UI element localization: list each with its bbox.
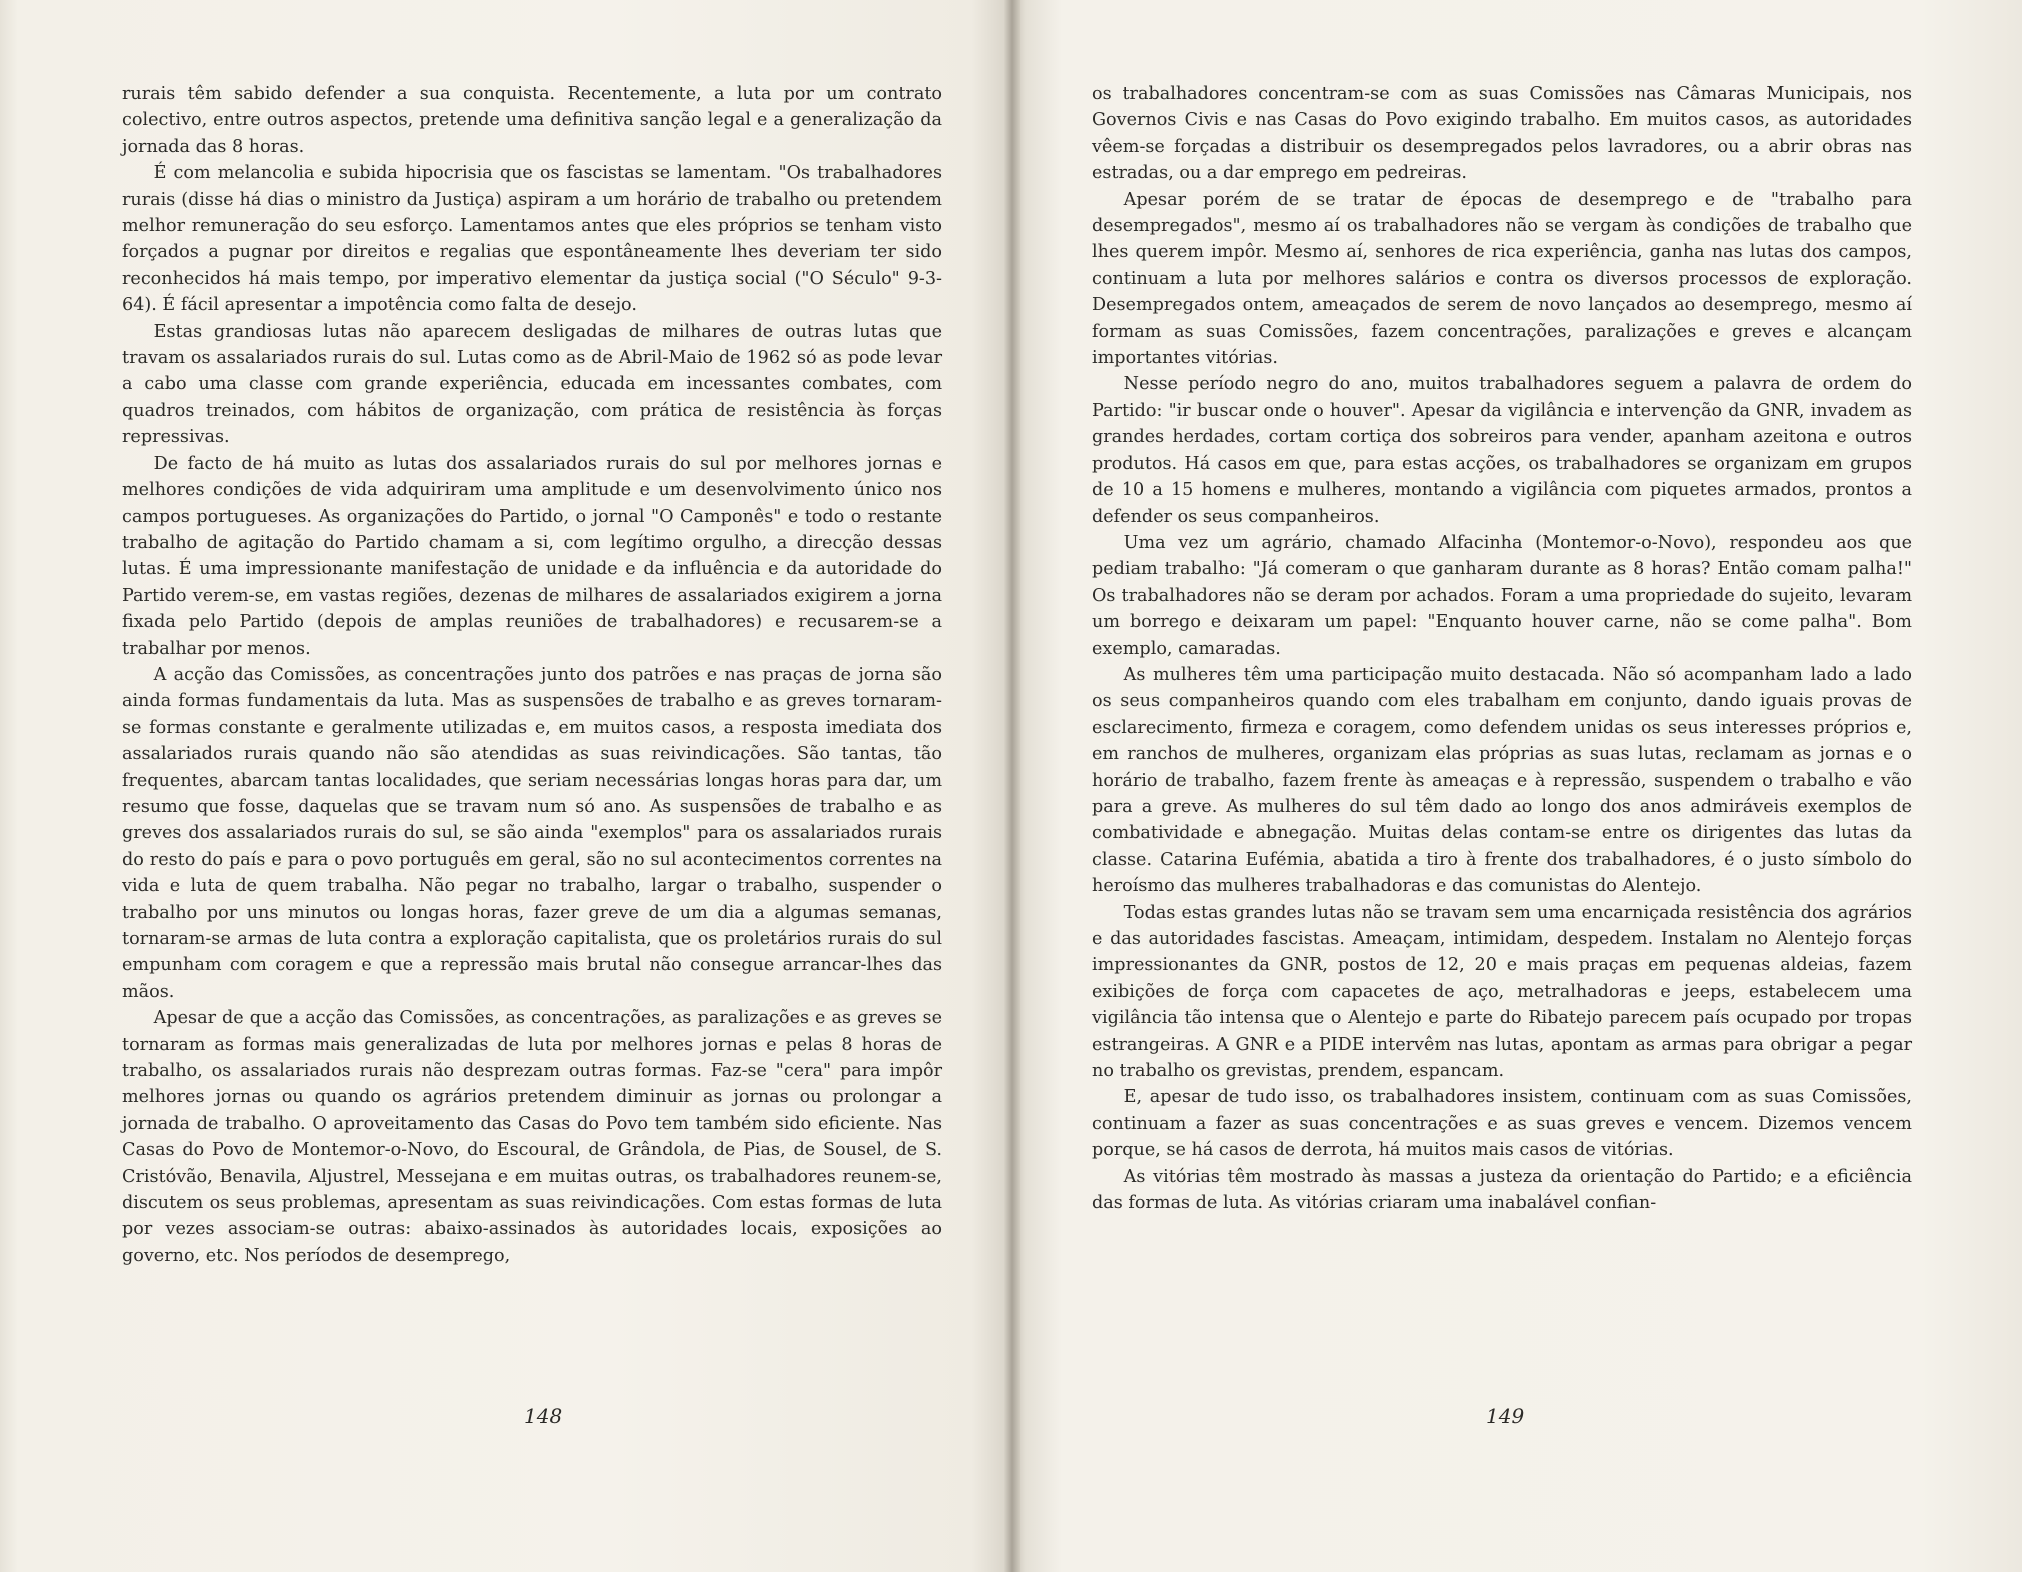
- book-gutter: [1004, 0, 1020, 1572]
- paragraph: A acção das Comissões, as concentrações junto dos patrões e nas praças de jorna são ainda formas fundamentais da luta. Mas as suspensões de trabalho e as greves tornaram-se formas constante e geralmente utilizadas e, em muitos casos, a resposta imediata dos assalariados rurais quando não são atendidas as suas reivindicações. São tantas, tão frequentes, abarcam tantas localidades, que seriam necessárias longas horas para dar, um resumo que fosse, daquelas que se travam num só ano. As suspensões de trabalho e as greves dos assalariados rurais do sul, se são ainda "exemplos" para os assalariados rurais do resto do país e para o povo português em geral, são no sul acontecimentos correntes na vida e luta de quem trabalha. Não pegar no trabalho, largar o trabalho, suspender o trabalho por uns minutos ou longas horas, fazer greve de um dia a algumas semanas, tornaram-se armas de luta contra a exploração capitalista, que os proletários rurais do sul empunham com coragem e que a repressão mais brutal não consegue arrancar-lhes das mãos.: [122, 664, 942, 1002]
- paragraph: De facto de há muito as lutas dos assalariados rurais do sul por melhores jornas e melhores condições de vida adquiriram uma amplitude e um desenvolvimento único nos campos portugueses. As organizações do Partido, o jornal "O Camponês" e todo o restante trabalho de agitação do Partido chamam a si, com legítimo orgulho, a direcção dessas lutas. É uma impressionante manifestação de unidade e da influência e da autoridade do Partido verem-se, em vastas regiões, dezenas de milhares de assalariados exigirem a jorna fixada pelo Partido (depois de amplas reuniões de trabalhadores) e recusarem-se a trabalhar por menos.: [122, 453, 942, 659]
- paragraph: Apesar de que a acção das Comissões, as concentrações, as paralizações e as greves se tornaram as formas mais generalizadas de luta por melhores jornas e pelas 8 horas de trabalho, os assalariados rurais não desprezam outras formas. Faz-se "cera" para impôr melhores jornas ou quando os agrários pretendem diminuir as jornas ou prolongar a jornada de trabalho. O aproveitamento das Casas do Povo tem também sido eficiente. Nas Casas do Povo de Montemor-o-Novo, do Escoural, de Grândola, de Pias, de Sousel, de S. Cristóvão, Benavila, Aljustrel, Messejana e em muitas outras, os trabalhadores reunem-se, discutem os seus problemas, apresentam as suas reivindicações. Com estas formas de luta por vezes associam-se outras: abaixo-assinados às autoridades locais, exposições ao governo, etc. Nos períodos de desemprego,: [122, 1008, 942, 1266]
- paragraph: Apesar porém de se tratar de épocas de desemprego e de "trabalho para desempregados", mesmo aí os trabalhadores não se vergam às condições de trabalho que lhes querem impôr. Mesmo aí, senhores de rica experiência, ganha nas lutas dos campos, continuam a luta por melhores salários e contra os diversos processos de exploração. Desempregados ontem, ameaçados de serem de novo lançados ao desemprego, mesmo aí formam as suas Comissões, fazem concentrações, paralizações e greves e alcançam importantes vitórias.: [1092, 189, 1912, 369]
- paragraph: rurais têm sabido defender a sua conquista. Recentemente, a luta por um contrato colectivo, entre outros aspectos, pretende uma definitiva sanção legal e a generalização da jornada das 8 horas.: [122, 84, 942, 157]
- page-number: 149: [1486, 1404, 1525, 1428]
- paragraph: os trabalhadores concentram-se com as suas Comissões nas Câmaras Municipais, nos Governos Civis e nas Casas do Povo exigindo trabalho. Em muitos casos, as autoridades vêem-se forçadas a distribuir os desempregados pelos lavradores, ou a abrir obras nas estradas, ou a dar emprego em pedreiras.: [1092, 84, 1912, 184]
- paragraph: Nesse período negro do ano, muitos trabalhadores seguem a palavra de ordem do Partido: "ir buscar onde o houver". Apesar da vigilância e intervenção da GNR, invadem as grandes herdades, cortam cortiça dos sobreiros para vender, apanham azeitona e outros produtos. Há casos em que, para estas acções, os trabalhadores se organizam em grupos de 10 a 15 homens e mulheres, montando a vigilância com piquetes armados, prontos a defender os seus companheiros.: [1092, 374, 1912, 527]
- paragraph: É com melancolia e subida hipocrisia que os fascistas se lamentam. "Os trabalhadores rurais (disse há dias o ministro da Justiça) aspiram a um horário de trabalho ou pretendem melhor remuneração do seu esforço. Lamentamos antes que eles próprios se tenham visto forçados a pugnar por direitos e regalias que espontâneamente lhes deveriam ter sido reconhecidos há mais tempo, por imperativo elementar da justiça social ("O Século" 9-3-64). É fácil apresentar a impotência como falta de desejo.: [122, 163, 942, 316]
- right-page-text: [1092, 81, 1912, 1216]
- page-number: 148: [524, 1404, 563, 1428]
- right-page: [1012, 0, 2022, 1572]
- left-page-text: [122, 81, 942, 1269]
- paragraph: E, apesar de tudo isso, os trabalhadores insistem, continuam com as suas Comissões, continuam a fazer as suas concentrações e as suas greves e vencem. Dizemos vencem porque, se há casos de derrota, há muitos mais casos de vitórias.: [1092, 1087, 1912, 1161]
- paragraph: As mulheres têm uma participação muito destacada. Não só acompanham lado a lado os seus companheiros quando com eles trabalham em conjunto, dando iguais provas de esclarecimento, firmeza e coragem, como defendem unidas os seus interesses próprios e, em ranchos de mulheres, organizam elas próprias as suas lutas, reclamam as jornas e o horário de trabalho, fazem frente às ameaças e à repressão, suspendem o trabalho e vão para a greve. As mulheres do sul têm dado ao longo dos anos admiráveis exemplos de combatividade e abnegação. Muitas delas contam-se entre os dirigentes das lutas da classe. Catarina Eufémia, abatida a tiro à frente dos trabalhadores, é o justo símbolo do heroísmo das mulheres trabalhadoras e das comunistas do Alentejo.: [1092, 664, 1912, 897]
- paragraph: Uma vez um agrário, chamado Alfacinha (Montemor-o-Novo), respondeu aos que pediam trabalho: "Já comeram o que ganharam durante as 8 horas? Então comam palha!" Os trabalhadores não se deram por achados. Foram a uma propriedade do sujeito, levaram um borrego e deixaram um papel: "Enquanto houver carne, não se come palha". Bom exemplo, camaradas.: [1092, 532, 1912, 659]
- paragraph: As vitórias têm mostrado às massas a justeza da orientação do Partido; e a eficiência das formas de luta. As vitórias criaram uma inabalável confian-: [1092, 1166, 1912, 1214]
- paragraph: Todas estas grandes lutas não se travam sem uma encarniçada resistência dos agrários e das autoridades fascistas. Ameaçam, intimidam, despedem. Instalam no Alentejo forças impressionantes da GNR, postos de 12, 20 e mais praças em pequenas aldeias, fazem exibições de força com capacetes de aço, metralhadoras e jeeps, estabelecem uma vigilância tão intensa que o Alentejo e parte do Ribatejo parecem país ocupado por tropas estrangeiras. A GNR e a PIDE intervêm nas lutas, apontam as armas para obrigar a pegar no trabalho os grevistas, prendem, espancam.: [1092, 902, 1912, 1082]
- paragraph: Estas grandiosas lutas não aparecem desligadas de milhares de outras lutas que travam os assalariados rurais do sul. Lutas como as de Abril-Maio de 1962 só as pode levar a cabo uma classe com grande experiência, educada em incessantes combates, com quadros treinados, com hábitos de organização, com prática de resistência às forças repressivas.: [122, 321, 942, 448]
